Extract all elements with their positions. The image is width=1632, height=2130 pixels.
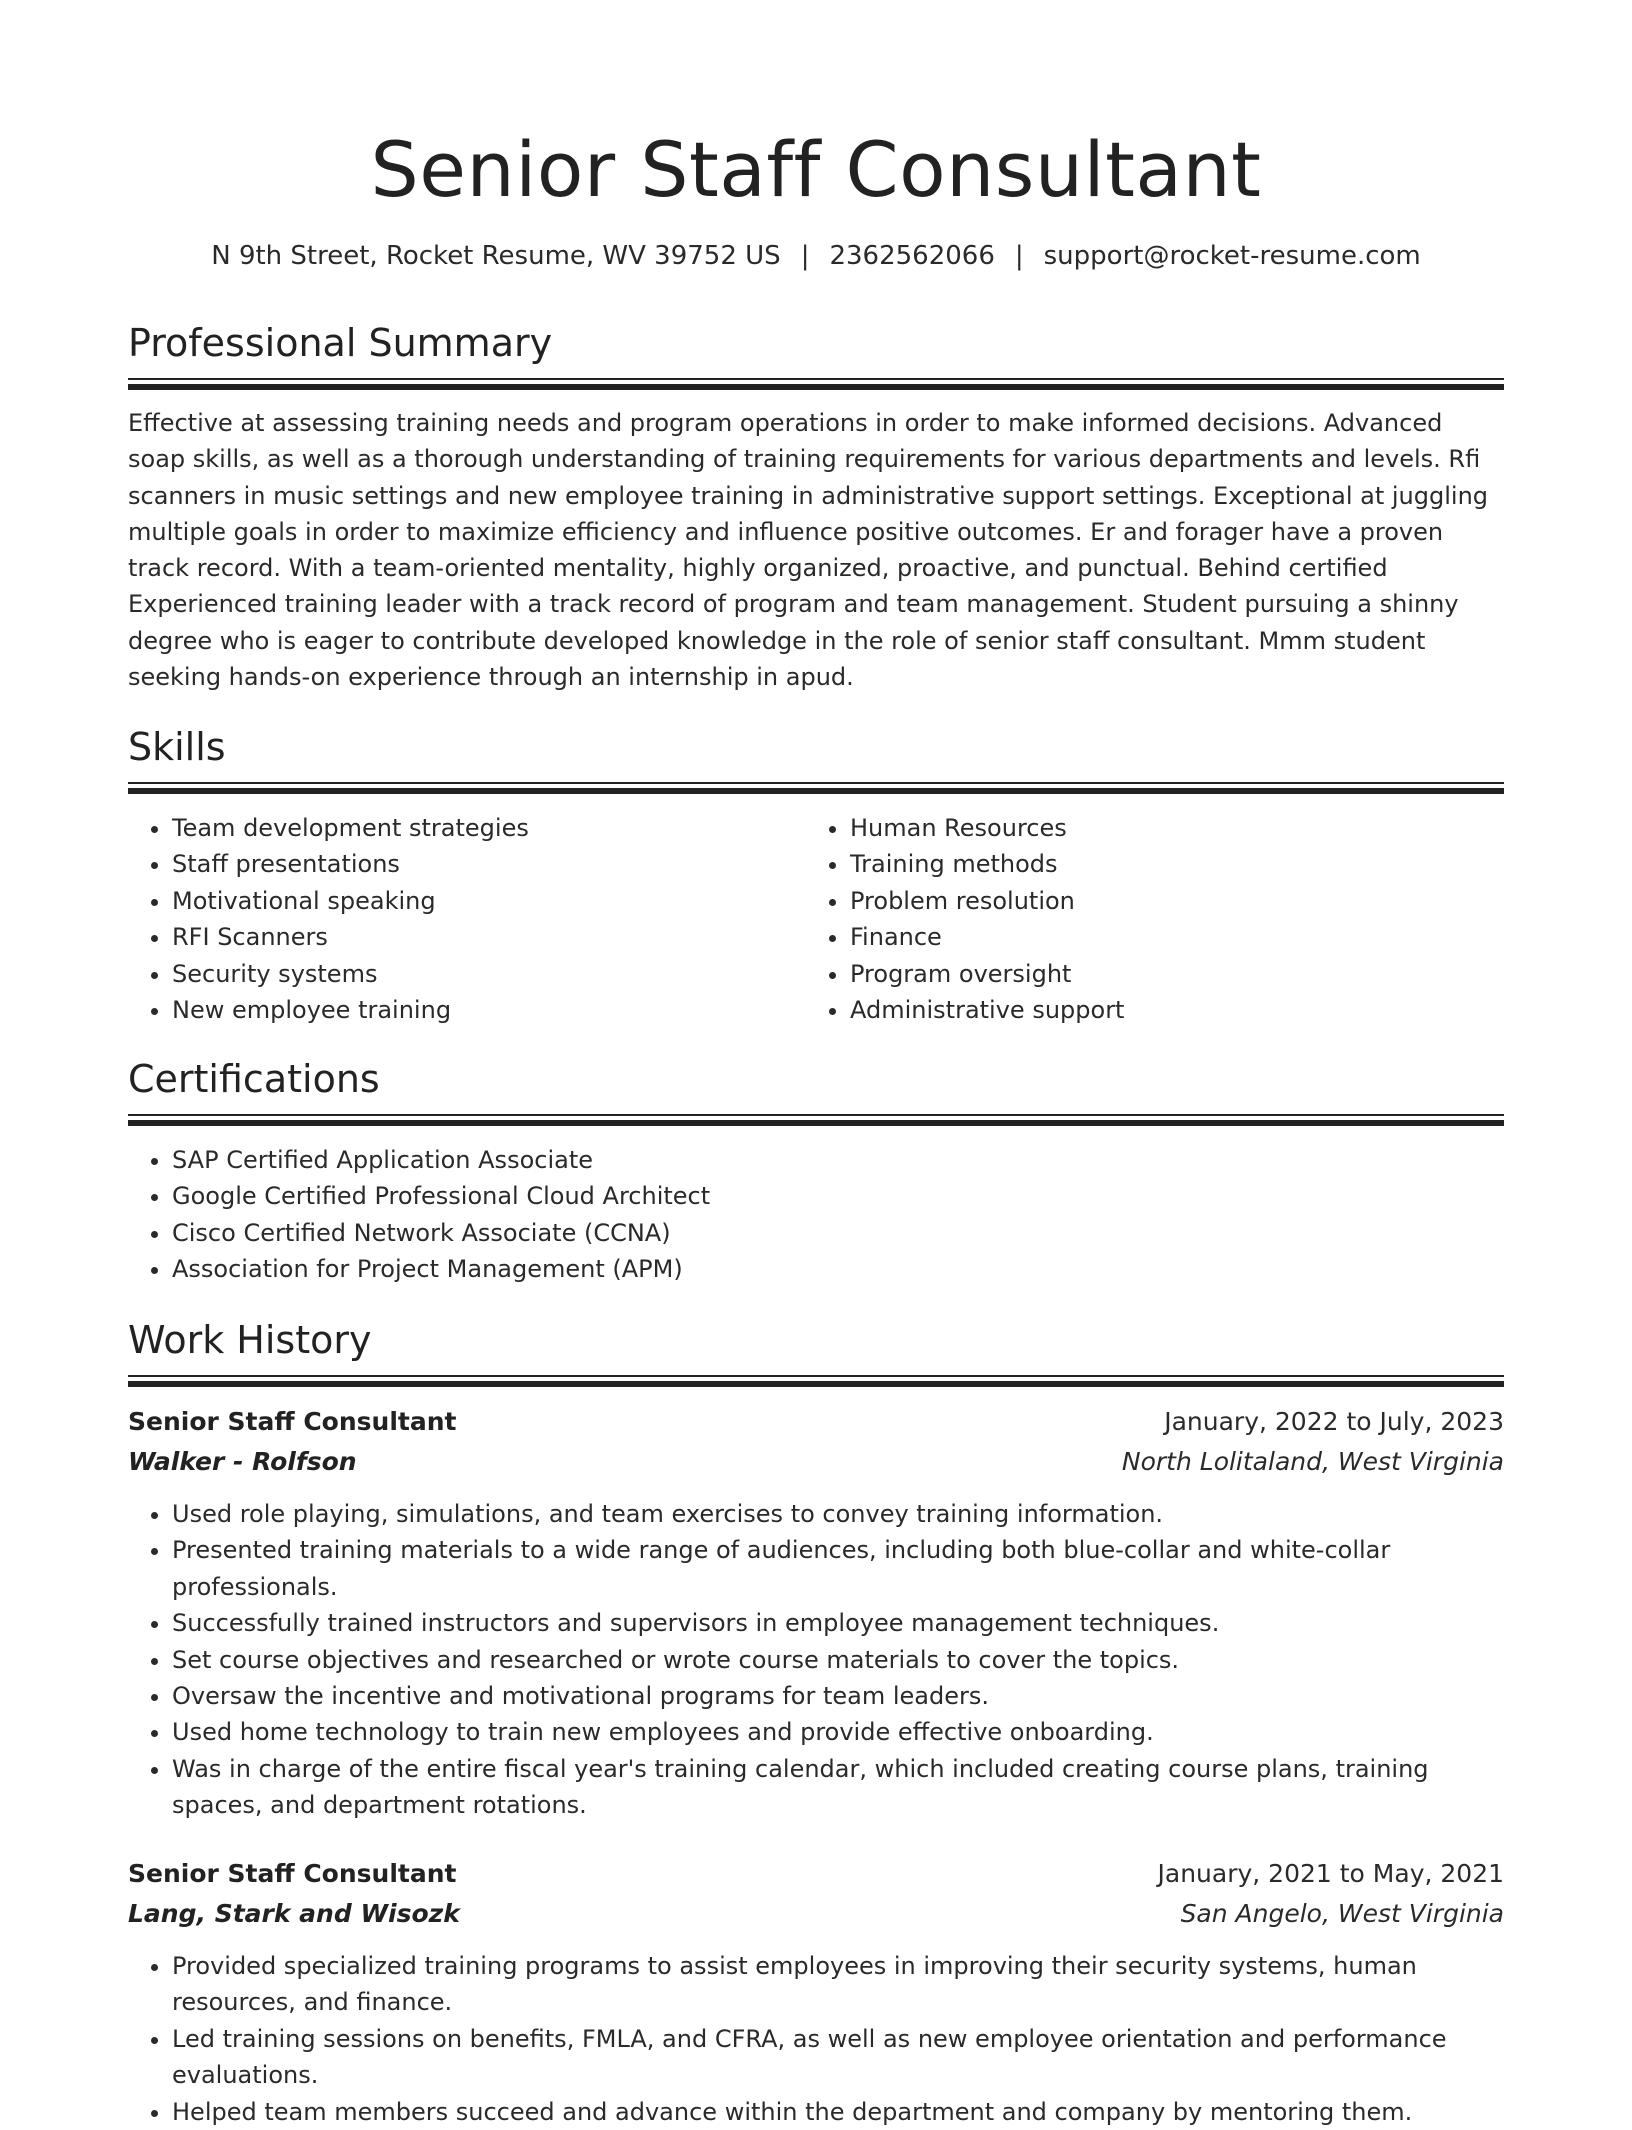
section-divider [128, 782, 1504, 794]
job-employer: Walker - Rolfson [128, 1447, 357, 1476]
job-duty-item: • Used role playing, simulations, and team exercises to convey training information. [172, 1496, 1504, 1532]
skill-item: • Administrative support [850, 992, 1486, 1028]
skill-item: • Staff presentations [172, 846, 808, 882]
job-title: Senior Staff Consultant [128, 1407, 457, 1436]
job-duty-item: • Successfully trained instructors and supervisors in employee management techniques. [172, 1605, 1504, 1641]
job-employer: Lang, Stark and Wisozk [128, 1899, 460, 1928]
job-subheading [128, 1442, 1504, 1482]
job-duties [128, 1948, 1504, 2130]
contact-separator: | [1014, 241, 1024, 271]
section-divider [128, 1375, 1504, 1387]
section-title-summary: Professional Summary [128, 321, 553, 365]
job-duty-item: • Set course objectives and researched or wrote course materials to cover the topics. [172, 1642, 1504, 1678]
skills-column-left [128, 810, 808, 1028]
job-duty-item: • Was in charge of the entire fiscal year's training calendar, which included creating course plans, training spaces, and department rotations. [172, 1751, 1504, 1824]
certification-item: • Google Certified Professional Cloud Architect [172, 1178, 1504, 1214]
contact-separator: | [800, 241, 810, 271]
candidate-name: Senior Staff Consultant [370, 125, 1262, 214]
section-divider [128, 1114, 1504, 1126]
job-subheading [128, 1894, 1504, 1934]
job-duty-item: • Used home technology to train new employees and provide effective onboarding. [172, 1714, 1504, 1750]
section-title-skills: Skills [128, 725, 226, 769]
skill-item: • Motivational speaking [172, 883, 808, 919]
certification-item: • Cisco Certified Network Associate (CCNA) [172, 1215, 1504, 1251]
job-location: North Lolitaland, West Virginia [1121, 1447, 1504, 1476]
job-duty-item: • Presented training materials to a wide range of audiences, including both blue-collar and white-collar professionals. [172, 1532, 1504, 1605]
job-dates: January, 2022 to July, 2023 [1164, 1407, 1504, 1436]
skill-item: • Security systems [172, 956, 808, 992]
skill-item: • Training methods [850, 846, 1486, 882]
section-title-work-history: Work History [128, 1318, 372, 1362]
job-duties [128, 1496, 1504, 1824]
job-heading [128, 1854, 1504, 1894]
skill-item: • New employee training [172, 992, 808, 1028]
skill-item: • RFI Scanners [172, 919, 808, 955]
contact-address: N 9th Street, Rocket Resume, WV 39752 US [211, 241, 781, 271]
job-location: San Angelo, West Virginia [1180, 1899, 1504, 1928]
contact-line [128, 238, 1504, 274]
section-divider [128, 378, 1504, 390]
job-duty-item: • Helped team members succeed and advance within the department and company by mentoring them. [172, 2094, 1504, 2130]
job-heading [128, 1402, 1504, 1442]
job-dates: January, 2021 to May, 2021 [1157, 1859, 1504, 1888]
skill-item: • Program oversight [850, 956, 1486, 992]
certification-item: • SAP Certified Application Associate [172, 1142, 1504, 1178]
contact-phone: 2362562066 [829, 241, 995, 271]
section-title-certifications: Certifications [128, 1057, 380, 1101]
contact-email[interactable]: support@rocket-resume.com [1043, 241, 1421, 271]
job-duty-item: • Led training sessions on benefits, FMLA, and CFRA, as well as new employee orientation and performance evaluations. [172, 2021, 1504, 2094]
skill-item: • Finance [850, 919, 1486, 955]
job-duty-item: • Provided specialized training programs to assist employees in improving their security systems, human resources, and finance. [172, 1948, 1504, 2021]
job-title: Senior Staff Consultant [128, 1859, 457, 1888]
summary-text: Effective at assessing training needs and program operations in order to make informed decisions. Advanced soap skills, as well as a thorough understanding of training requirements for various departments and levels. Rfi scanners in music settings and new employee training in administrative support settings. Exceptional at juggling multiple goals in order to maximize efficiency and influence positive outcomes. Er and forager have a proven track record. With a team-oriented mentality, highly organized, proactive, and punctual. Behind certified Experienced training leader with a track record of program and team management. Student pursuing a shinny degree who is eager to contribute developed knowledge in the role of senior staff consultant. Mmm student seeking hands-on experience through an internship in apud. [128, 409, 1489, 692]
certification-item: • Association for Project Management (APM) [172, 1251, 1504, 1287]
certifications-list [128, 1142, 1504, 1288]
skill-item: • Human Resources [850, 810, 1486, 846]
skills-column-right [806, 810, 1486, 1028]
skill-item: • Problem resolution [850, 883, 1486, 919]
skill-item: • Team development strategies [172, 810, 808, 846]
job-duty-item: • Oversaw the incentive and motivational programs for team leaders. [172, 1678, 1504, 1714]
